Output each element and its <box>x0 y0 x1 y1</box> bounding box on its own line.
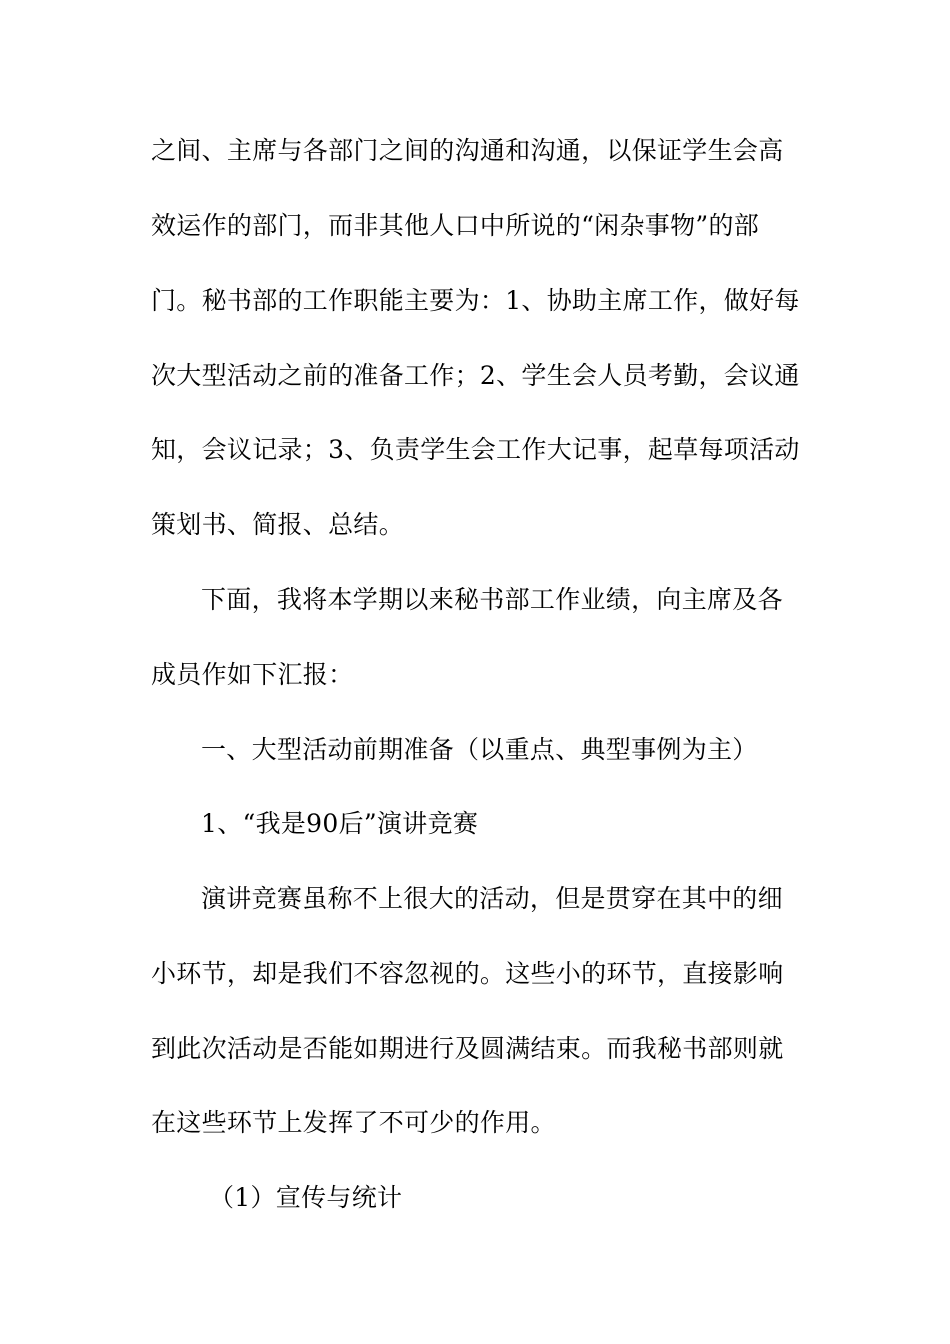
text-line: 成员作如下汇报： <box>151 660 354 689</box>
paragraph-start-line: 下面，我将本学期以来秘书部工作业绩，向主席及各 <box>201 585 783 614</box>
text-line: 在这些环节上发挥了不可少的作用。 <box>151 1108 556 1137</box>
text-line: 次大型活动之前的准备工作；2、学生会人员考勤，会议通 <box>151 361 800 390</box>
text-line: 效运作的部门，而非其他人口中所说的“闲杂事物”的部 <box>151 211 760 240</box>
text-line: 之间、主席与各部门之间的沟通和沟通，以保证学生会高 <box>151 136 784 165</box>
text-line: 门。秘书部的工作职能主要为：1、协助主席工作，做好每 <box>151 286 800 315</box>
text-line: 小环节，却是我们不容忽视的。这些小的环节，直接影响 <box>151 959 784 988</box>
section-heading: 一、大型活动前期准备（以重点、典型事例为主） <box>201 735 758 764</box>
paragraph-start-line: 演讲竞赛虽称不上很大的活动，但是贯穿在其中的细 <box>201 884 783 913</box>
text-line: 策划书、简报、总结。 <box>151 510 405 539</box>
subsection-heading: 1、“我是90后”演讲竞赛 <box>201 809 479 838</box>
text-line: 知，会议记录；3、负责学生会工作大记事，起草每项活动 <box>151 435 800 464</box>
item-heading: （1）宣传与统计 <box>209 1183 403 1212</box>
text-line: 到此次活动是否能如期进行及圆满结束。而我秘书部则就 <box>151 1034 784 1063</box>
